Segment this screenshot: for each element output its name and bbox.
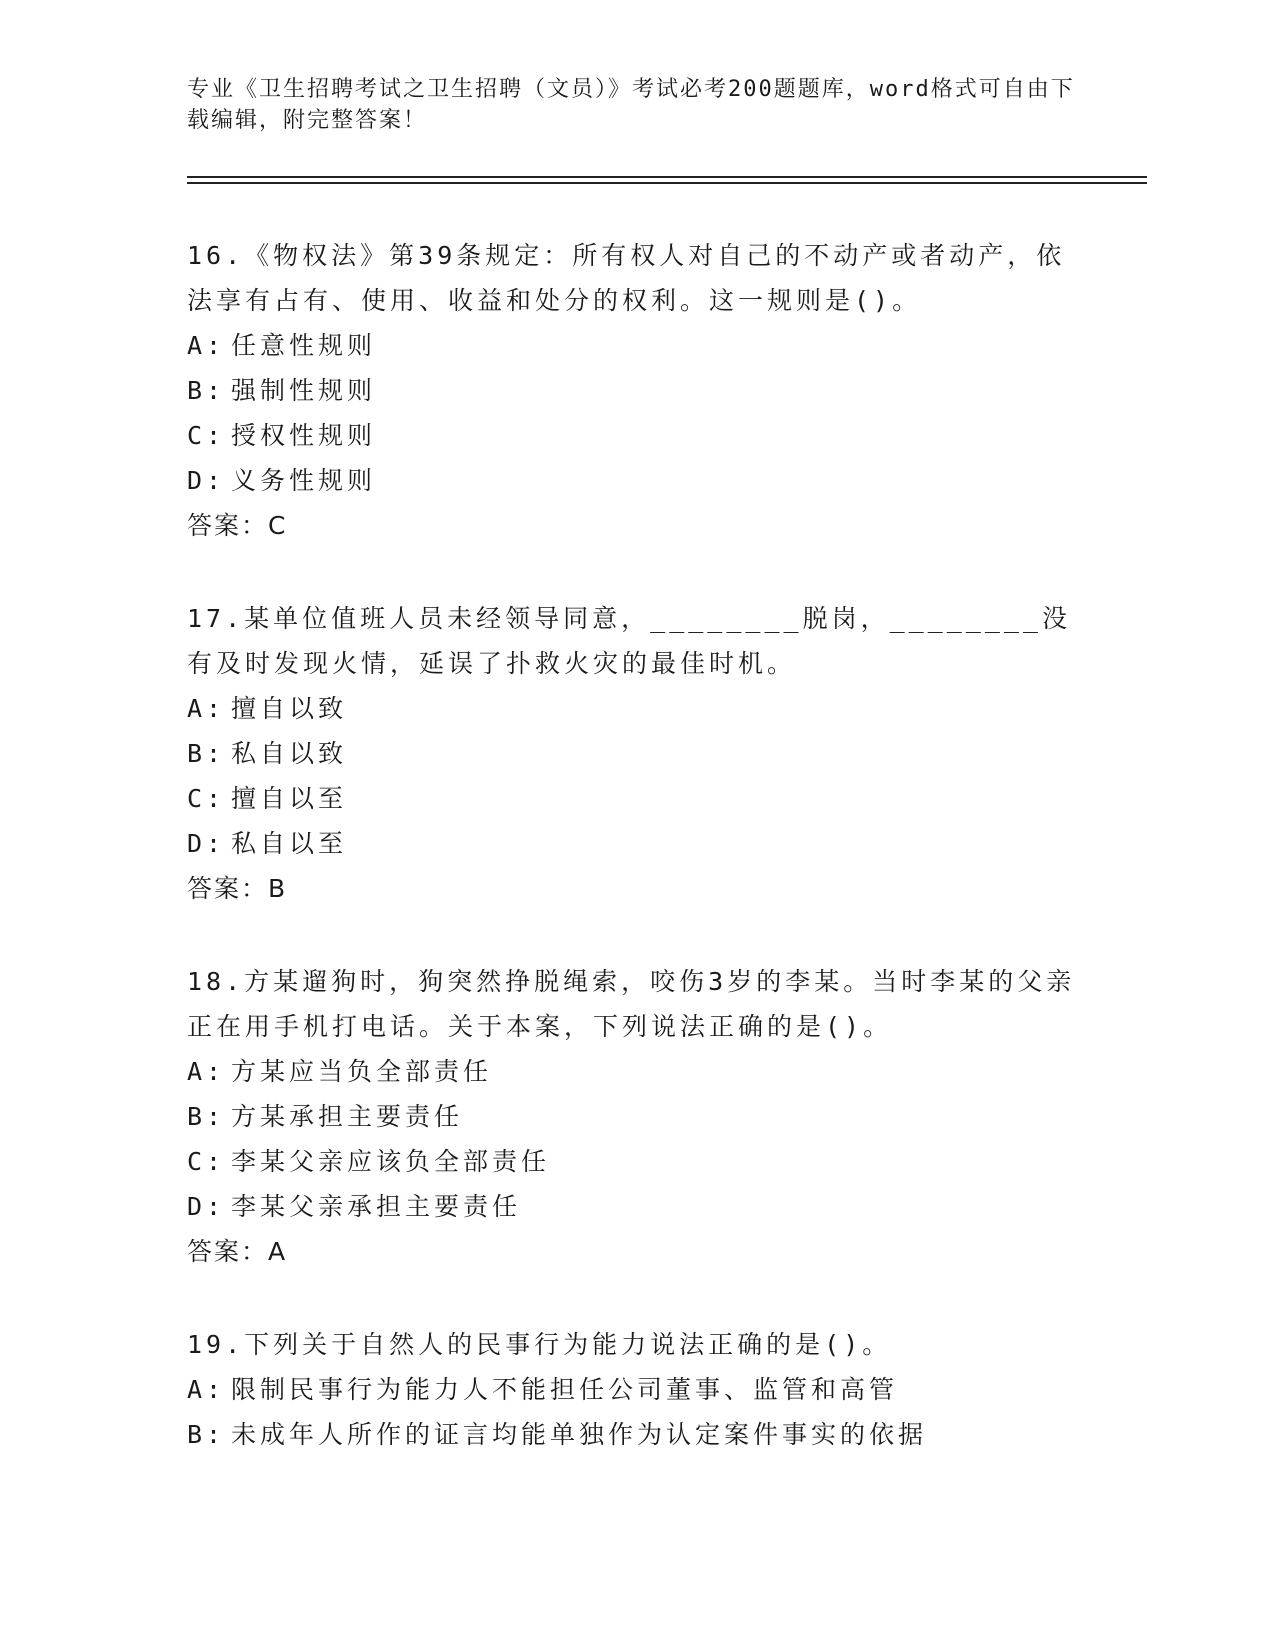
option-text: 擅自以致	[231, 694, 348, 723]
question-17	[187, 596, 1087, 911]
option-a	[187, 1367, 1087, 1412]
option-a	[187, 686, 1087, 731]
option-letter: D:	[187, 829, 226, 858]
document-header: 专业《卫生招聘考试之卫生招聘（文员）》考试必考200题题库，word格式可自由下载编辑，附完整答案！	[187, 77, 1075, 133]
option-letter: B:	[187, 739, 226, 768]
question-stem: 17.某单位值班人员未经领导同意，________脱岗，________没有及时发现火情，延误了扑救火灾的最佳时机。	[187, 604, 1071, 678]
question-stem: 18.方某遛狗时，狗突然挣脱绳索，咬伤3岁的李某。当时李某的父亲正在用手机打电话。关于本案，下列说法正确的是()。	[187, 967, 1076, 1041]
option-text: 李某父亲应该负全部责任	[231, 1147, 551, 1176]
option-letter: C:	[187, 784, 226, 813]
option-d	[187, 458, 1087, 503]
option-letter: A:	[187, 1375, 226, 1404]
option-text: 私自以致	[231, 739, 348, 768]
question-16	[187, 233, 1087, 548]
answer-line: 答案：A	[187, 1237, 288, 1266]
option-text: 方某应当负全部责任	[231, 1057, 493, 1086]
option-b	[187, 731, 1087, 776]
option-letter: B:	[187, 1420, 226, 1449]
option-letter: C:	[187, 1147, 226, 1176]
header-divider-bottom	[187, 182, 1147, 184]
option-letter: C:	[187, 421, 226, 450]
option-c	[187, 413, 1087, 458]
option-text: 私自以至	[231, 829, 348, 858]
option-b	[187, 1412, 1087, 1457]
option-text: 任意性规则	[231, 331, 377, 360]
option-b	[187, 368, 1087, 413]
option-letter: B:	[187, 376, 226, 405]
option-text: 限制民事行为能力人不能担任公司董事、监管和高管	[231, 1375, 899, 1404]
option-text: 授权性规则	[231, 421, 377, 450]
option-text: 未成年人所作的证言均能单独作为认定案件事实的依据	[231, 1420, 928, 1449]
option-letter: A:	[187, 694, 226, 723]
option-a	[187, 1049, 1087, 1094]
option-text: 方某承担主要责任	[231, 1102, 464, 1131]
option-c	[187, 1139, 1087, 1184]
option-text: 强制性规则	[231, 376, 377, 405]
question-stem: 16.《物权法》第39条规定：所有权人对自己的不动产或者动产，依法享有占有、使用、收益和处分的权利。这一规则是()。	[187, 241, 1066, 315]
option-letter: B:	[187, 1102, 226, 1131]
question-18	[187, 959, 1087, 1274]
header-divider-top	[187, 176, 1147, 178]
option-letter: A:	[187, 1057, 226, 1086]
question-stem: 19.下列关于自然人的民事行为能力说法正确的是()。	[187, 1330, 892, 1359]
option-letter: D:	[187, 1192, 226, 1221]
option-text: 李某父亲承担主要责任	[231, 1192, 522, 1221]
option-letter: D:	[187, 466, 226, 495]
question-19	[187, 1322, 1087, 1457]
answer-line: 答案：C	[187, 511, 288, 540]
option-letter: A:	[187, 331, 226, 360]
option-b	[187, 1094, 1087, 1139]
option-d	[187, 1184, 1087, 1229]
option-a	[187, 323, 1087, 368]
answer-line: 答案：B	[187, 874, 288, 903]
option-c	[187, 776, 1087, 821]
option-text: 义务性规则	[231, 466, 377, 495]
option-d	[187, 821, 1087, 866]
option-text: 擅自以至	[231, 784, 348, 813]
